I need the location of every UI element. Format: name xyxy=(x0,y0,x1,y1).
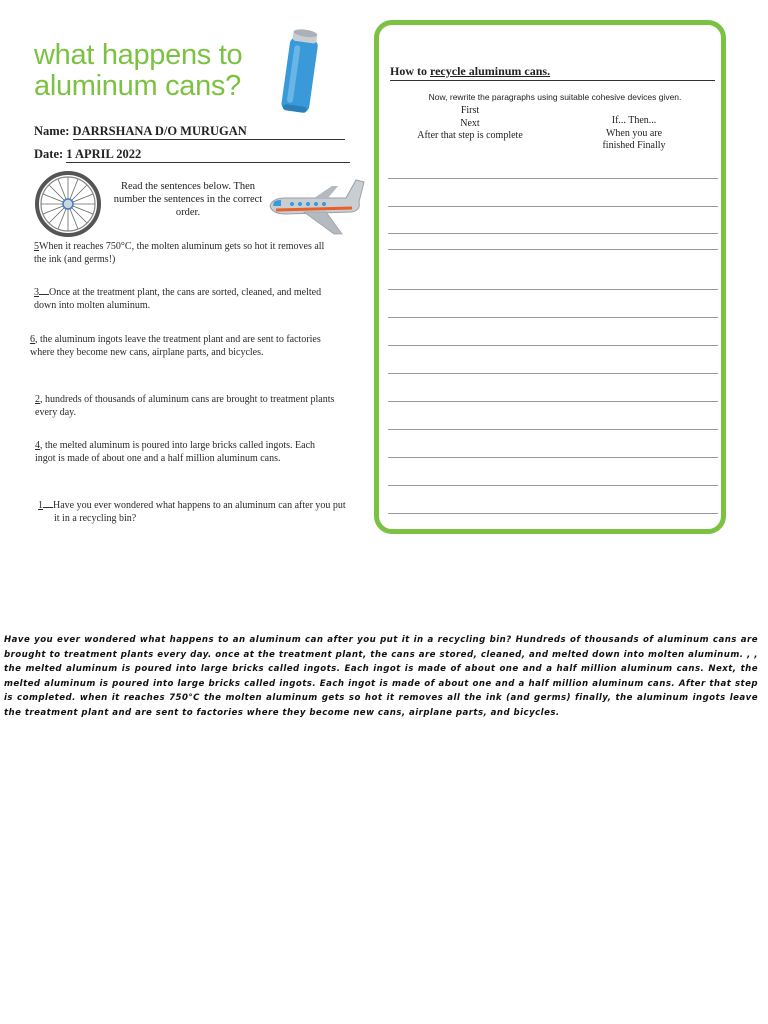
writing-line[interactable] xyxy=(388,345,718,346)
sentence-text: Once at the treatment plant, the cans are sorted, cleaned, and melted down into molten aluminum. xyxy=(34,287,322,311)
writing-line[interactable] xyxy=(388,233,718,234)
instruction-text: Read the sentences below. Then number the sentences in the correct order. xyxy=(113,181,263,218)
sentence-number[interactable]: 1 xyxy=(38,500,43,511)
cue-after: After that step is complete xyxy=(417,130,523,141)
writing-line[interactable] xyxy=(388,485,718,486)
sentence-item xyxy=(35,393,335,419)
sentence-item xyxy=(30,333,342,359)
writing-line[interactable] xyxy=(388,401,718,402)
writing-line[interactable] xyxy=(388,373,718,374)
sentence-text: When it reaches 750°C, the molten aluminum gets so hot it removes all the ink (and germs!) xyxy=(34,241,325,265)
sentence-item xyxy=(35,439,331,465)
cue-first: First xyxy=(460,105,480,116)
howto-prefix: How to xyxy=(390,64,427,78)
sentence-text: , the aluminum ingots leave the treatment plant and are sent to factories where they become new cans, airplane parts, and bicycles. xyxy=(30,334,321,358)
writing-line[interactable] xyxy=(388,317,718,318)
date-field xyxy=(34,147,350,163)
sentence-text: , the melted aluminum is poured into large bricks called ingots. Each ingot is made of about one and a half million aluminum cans. xyxy=(35,440,316,464)
bicycle-wheel-icon xyxy=(34,170,102,238)
date-label: Date: xyxy=(34,147,64,161)
aluminum-can-icon xyxy=(276,26,326,118)
sentence-number[interactable]: 4 xyxy=(35,440,40,451)
sentence-number[interactable]: 3 xyxy=(34,287,39,298)
writing-line[interactable] xyxy=(388,513,718,514)
rewrite-instruction: Now, rewrite the paragraphs using suitable cohesive devices given. xyxy=(428,92,682,102)
cue-next: Next xyxy=(460,118,480,129)
cue-ifthen: If... Then... xyxy=(611,115,657,126)
sentence-text: Have you ever wondered what happens to an aluminum can after you put it in a recycling bin? xyxy=(53,500,346,524)
title-line-1: what happens to xyxy=(34,39,243,71)
howto-heading xyxy=(390,64,715,81)
sentence-number[interactable]: 2 xyxy=(35,394,40,405)
sentence-item xyxy=(34,240,334,266)
writing-line[interactable] xyxy=(388,289,718,290)
rewritten-paragraph: Have you ever wondered what happens to an aluminum can after you put it in a recycling bin? Hundreds of thousands of aluminum cans are brought to treatment plants every day. once at the treatment plant, the cans are stored, cleaned, and melted down into molten aluminum. , , the melted aluminum is poured into large bricks called ingots. Each ingot is made of about one and a half million aluminum cans. Next, the melted aluminum is poured into large bricks called ingots. Each ingot is made of about one and a half million aluminum cans. After that step is completed. when it reaches 750°C the molten aluminum gets so hot it removes all the ink (and germs) finally, the aluminum ingots leave the treatment plant and are sent to factories where they become new cans, airplane parts, and bicycles. xyxy=(4,635,758,718)
cue-finished: finished Finally xyxy=(602,140,666,151)
name-value[interactable]: DARRSHANA D/O MURUGAN xyxy=(73,124,345,140)
howto-topic: recycle aluminum cans. xyxy=(430,64,551,78)
sentence-item xyxy=(34,286,336,312)
cue-when: When you are xyxy=(605,128,663,139)
airplane-icon xyxy=(264,176,366,242)
title-line-2: aluminum cans? xyxy=(34,70,241,102)
date-value[interactable]: 1 APRIL 2022 xyxy=(66,147,350,163)
sentence-text: , hundreds of thousands of aluminum cans are brought to treatment plants every day. xyxy=(35,394,335,418)
sentence-item xyxy=(38,499,350,525)
writing-line[interactable] xyxy=(388,178,718,179)
writing-line[interactable] xyxy=(388,457,718,458)
sentence-number[interactable]: 6 xyxy=(30,334,35,345)
name-field xyxy=(34,124,345,140)
writing-line[interactable] xyxy=(388,249,718,250)
writing-line[interactable] xyxy=(388,429,718,430)
name-label: Name: xyxy=(34,124,70,138)
sentence-number[interactable]: 5 xyxy=(34,241,39,252)
worksheet-title xyxy=(34,40,284,102)
writing-line[interactable] xyxy=(388,206,718,207)
